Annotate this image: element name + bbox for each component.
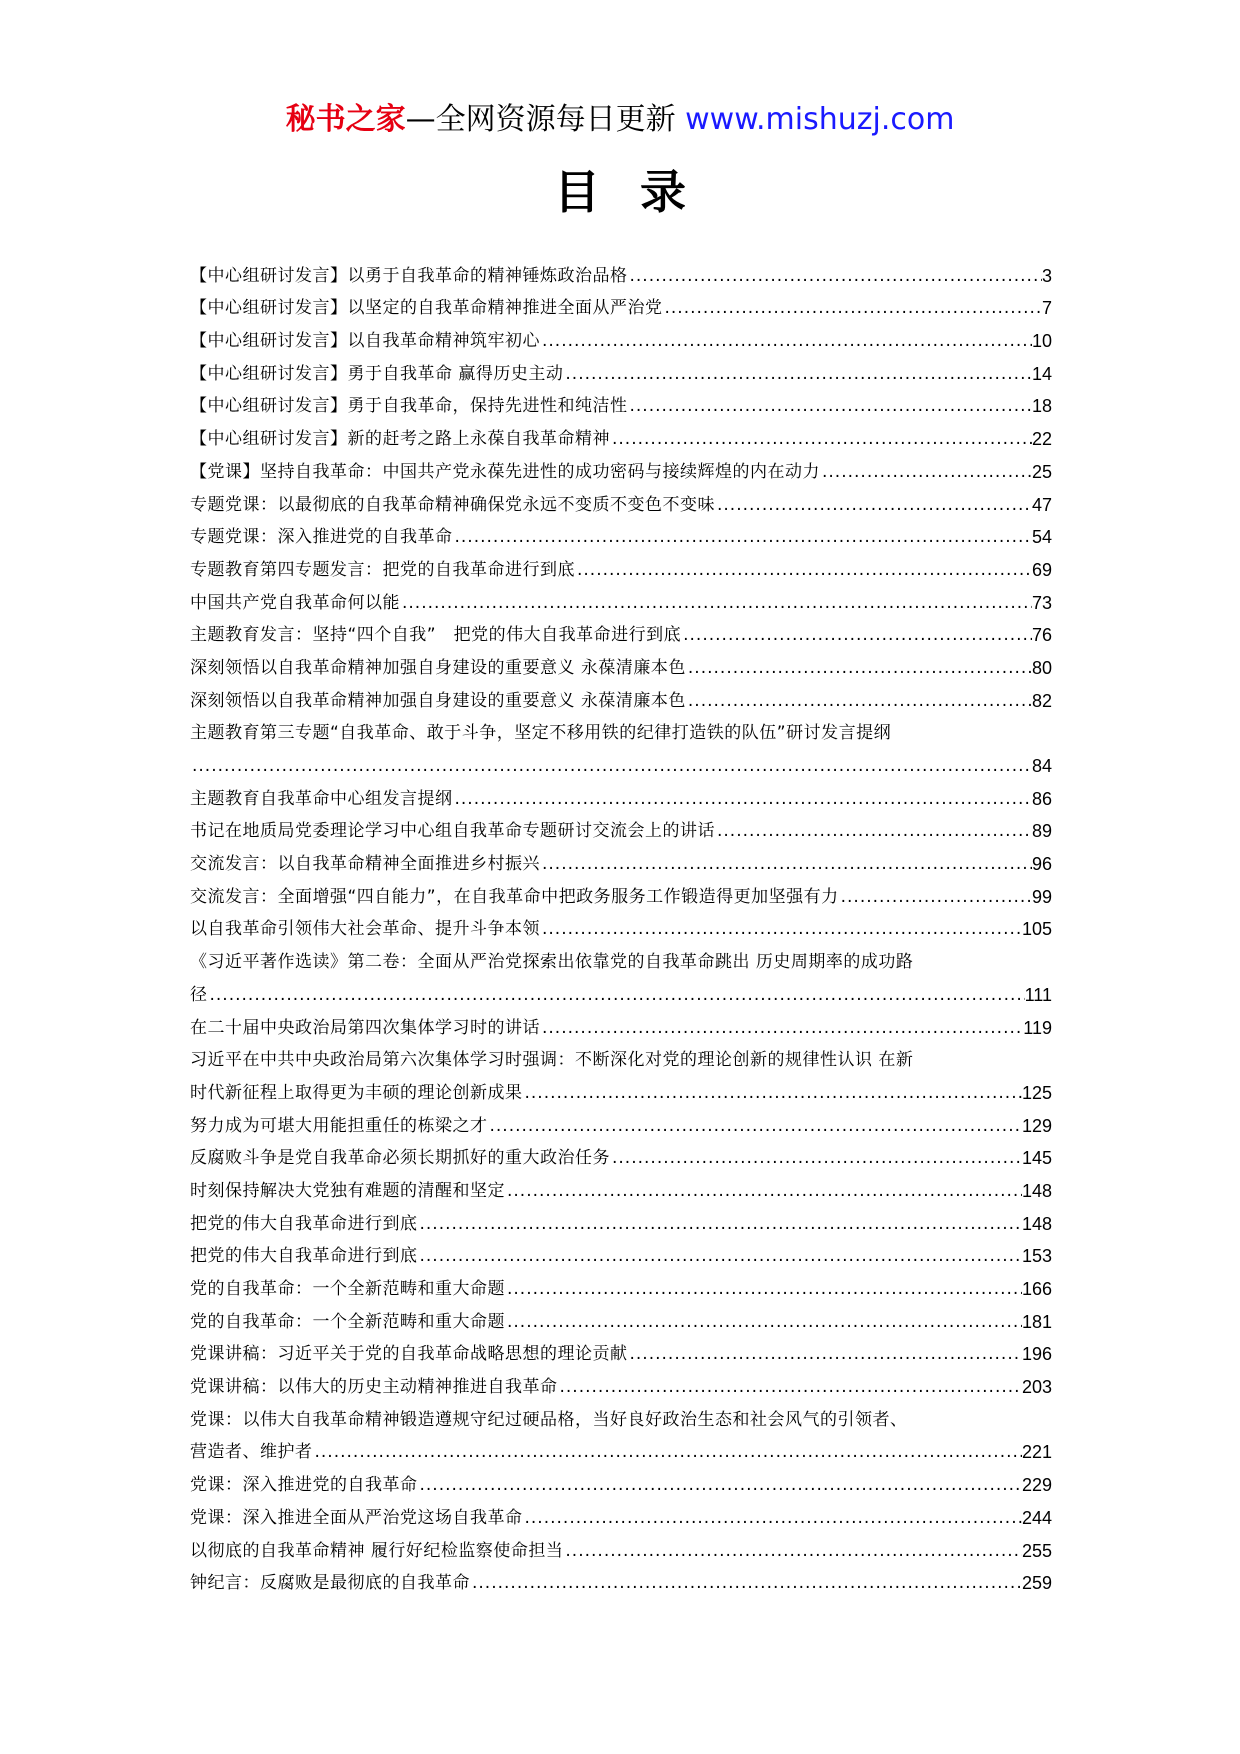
toc-page-number: 181 (1021, 1311, 1052, 1332)
toc-entry-title: 时刻保持解决大党独有难题的清醒和坚定 (190, 1180, 505, 1201)
toc-entry-title: 深刻领悟以自我革命精神加强自身建设的重要意义 永葆清廉本色 (190, 690, 686, 711)
toc-entry-title: 主题教育第三专题“自我革命、敢于斗争，坚定不移用铁的纪律打造铁的队伍”研讨发言提纲 (190, 723, 892, 744)
toc-page-number: 73 (1031, 592, 1052, 613)
toc-entry-title: 以自我革命引领伟大社会革命、提升斗争本领 (190, 919, 540, 940)
toc-page-number: 84 (1031, 756, 1052, 776)
toc-entry-title-continued: 营造者、维护者 (190, 1442, 313, 1463)
toc-entry-title: 主题教育发言：坚持“四个自我” 把党的伟大自我革命进行到底 (190, 625, 682, 646)
brand-name: 秘书之家 (285, 102, 406, 137)
toc-entry-line[interactable] (190, 1072, 1052, 1105)
toc-entry-title: 【中心组研讨发言】勇于自我革命 赢得历史主动 (190, 363, 564, 384)
toc-page-number: 221 (1021, 1442, 1052, 1463)
toc-page-number: 255 (1021, 1540, 1052, 1561)
toc-entry-title: 习近平在中共中央政治局第六次集体学习时强调：不断深化对党的理论创新的规律性认识 在新 (190, 1050, 914, 1071)
toc-entry-title: 【中心组研讨发言】以勇于自我革命的精神锤炼政治品格 (190, 265, 628, 286)
toc-entry-title: 钟纪言：反腐败是最彻底的自我革命 (190, 1573, 470, 1594)
toc-entry[interactable] (190, 255, 1052, 288)
toc-page-number: 86 (1031, 788, 1052, 809)
toc-page-number: 89 (1031, 821, 1052, 842)
toc-entry-title: 把党的伟大自我革命进行到底 (190, 1213, 418, 1234)
toc-entry-title-continued: 时代新征程上取得更为丰硕的理论创新成果 (190, 1082, 523, 1103)
toc-leader-dots (400, 591, 1032, 615)
toc-entry[interactable] (190, 1105, 1052, 1138)
toc-entry[interactable] (190, 1007, 1052, 1040)
toc-page-number: 119 (1023, 1017, 1052, 1038)
toc-leader-dots (681, 623, 1032, 647)
toc-page-number: 10 (1031, 331, 1052, 352)
toc-leader-dots (839, 885, 1032, 909)
toc-entry[interactable] (190, 418, 1052, 451)
toc-page-number: 14 (1031, 363, 1052, 384)
toc-entry[interactable] (190, 1334, 1052, 1367)
toc-entry[interactable] (190, 451, 1052, 484)
toc-leader-dots (540, 917, 1022, 941)
toc-entry[interactable] (190, 1138, 1052, 1171)
toc-entry[interactable] (190, 517, 1052, 550)
toc-entry-title: 党课：深入推进全面从严治党这场自我革命 (190, 1507, 523, 1528)
toc-entry-title: 【中心组研讨发言】以坚定的自我革命精神推进全面从严治党 (190, 298, 663, 319)
toc-entry[interactable] (190, 909, 1052, 942)
toc-leader-dots (190, 754, 1032, 778)
toc-leader-dots (628, 394, 1032, 418)
toc-entry[interactable] (190, 484, 1052, 517)
toc-page-number: 22 (1031, 429, 1052, 450)
toc-entry[interactable] (190, 288, 1052, 321)
toc-entry[interactable] (190, 778, 1052, 811)
toc-entry-title: 反腐败斗争是党自我革命必须长期抓好的重大政治任务 (190, 1148, 610, 1169)
toc-entry-title: 党的自我革命：一个全新范畴和重大命题 (190, 1311, 505, 1332)
toc-leader-dots (715, 493, 1032, 517)
toc-leader-dots (523, 1506, 1022, 1530)
toc-entry[interactable] (190, 1464, 1052, 1497)
toc-entry-title-continued: 径 (190, 984, 208, 1005)
toc-entry-title: 党课讲稿：习近平关于党的自我革命战略思想的理论贡献 (190, 1344, 628, 1365)
toc-leader-dots (686, 656, 1032, 680)
toc-entry[interactable] (190, 582, 1052, 615)
toc-leader-dots (563, 362, 1032, 386)
toc-leader-dots (715, 819, 1032, 843)
toc-leader-dots (628, 1342, 1022, 1366)
toc-leader-dots (820, 460, 1032, 484)
toc-page-number: 76 (1031, 625, 1052, 646)
header-slogan: —全网资源每日更新 (405, 102, 686, 137)
toc-leader-dots (540, 1016, 1023, 1040)
toc-page-number: 203 (1021, 1377, 1052, 1398)
toc-leader-dots (418, 1473, 1022, 1497)
toc-entry-title: 党的自我革命：一个全新范畴和重大命题 (190, 1279, 505, 1299)
toc-page-number: 148 (1021, 1180, 1052, 1201)
toc-entry[interactable] (190, 1366, 1052, 1399)
toc-entry[interactable] (190, 353, 1052, 386)
toc-leader-dots (418, 1212, 1022, 1236)
toc-page-number: 54 (1031, 527, 1052, 548)
toc-page-number: 25 (1031, 461, 1052, 482)
toc-entry[interactable] (190, 1170, 1052, 1203)
toc-page-number: 125 (1021, 1082, 1052, 1103)
toc-leader-dots (610, 1146, 1022, 1170)
toc-page-number: 111 (1024, 984, 1052, 1005)
toc-entry-title: 党课：深入推进党的自我革命 (190, 1475, 418, 1496)
toc-leader-dots (540, 329, 1032, 353)
toc-leader-dots (628, 264, 1042, 288)
toc-page-number: 99 (1031, 886, 1052, 907)
toc-entry[interactable] (190, 1236, 1052, 1269)
toc-entry-title: 努力成为可堪大用能担重任的栋梁之才 (190, 1115, 488, 1136)
toc-entry-title: 党课：以伟大自我革命精神锻造遵规守纪过硬品格，当好良好政治生态和社会风气的引领者、 (190, 1409, 908, 1430)
toc-entry-line[interactable] (190, 1040, 1052, 1073)
toc-leader-dots (313, 1440, 1022, 1464)
toc-entry-title: 专题党课：以最彻底的自我革命精神确保党永远不变质不变色不变味 (190, 494, 715, 515)
toc-entry-title: 深刻领悟以自我革命精神加强自身建设的重要意义 永葆清廉本色 (190, 657, 686, 678)
toc-entry[interactable] (190, 843, 1052, 876)
toc-page-number: 153 (1021, 1246, 1052, 1267)
toc-entry-title: 主题教育自我革命中心组发言提纲 (190, 788, 453, 809)
toc-leader-dots (563, 1539, 1022, 1563)
toc-entry[interactable] (190, 811, 1052, 844)
toc-entry-title: 党课讲稿：以伟大的历史主动精神推进自我革命 (190, 1377, 558, 1398)
toc-entry-title: 【中心组研讨发言】新的赶考之路上永葆自我革命精神 (190, 429, 610, 450)
toc-leader-dots (575, 558, 1032, 582)
toc-leader-dots (505, 1310, 1022, 1334)
toc-entry-line[interactable] (190, 974, 1052, 1007)
toc-leader-dots (418, 1244, 1022, 1268)
toc-entry[interactable] (190, 1530, 1052, 1563)
table-of-contents (190, 255, 1052, 1595)
page-title: 目录 (554, 165, 726, 219)
toc-entry-title: 交流发言：全面增强“四自能力”，在自我革命中把政务服务工作锻造得更加坚强有力 (190, 886, 839, 907)
toc-page-number: 80 (1031, 657, 1052, 678)
toc-leader-dots (505, 1179, 1022, 1203)
toc-entry[interactable] (190, 647, 1052, 680)
toc-page-number: 129 (1021, 1115, 1052, 1136)
toc-page-number: 7 (1041, 298, 1052, 319)
toc-page-number: 145 (1021, 1148, 1052, 1169)
toc-entry[interactable] (190, 549, 1052, 582)
toc-entry[interactable] (190, 1203, 1052, 1236)
toc-leader-dots (540, 852, 1032, 876)
toc-entry[interactable] (190, 320, 1052, 353)
toc-entry-line[interactable] (190, 941, 1052, 974)
site-url-link[interactable]: www.mishuzj.com (685, 102, 955, 137)
toc-page-number: 47 (1031, 494, 1052, 515)
toc-page-number: 3 (1041, 265, 1052, 286)
toc-entry-line[interactable] (190, 745, 1052, 778)
toc-entry[interactable] (190, 1301, 1052, 1334)
toc-page-number: 105 (1021, 919, 1052, 940)
toc-entry-line[interactable] (190, 1399, 1052, 1432)
toc-page-number: 229 (1021, 1475, 1052, 1496)
toc-entry-title: 中国共产党自我革命何以能 (190, 592, 400, 613)
toc-leader-dots (488, 1114, 1022, 1138)
toc-entry-title: 把党的伟大自我革命进行到底 (190, 1246, 418, 1267)
toc-leader-dots (453, 787, 1032, 811)
toc-entry-title: 以彻底的自我革命精神 履行好纪检监察使命担当 (190, 1540, 564, 1561)
toc-entry[interactable] (190, 386, 1052, 419)
toc-entry-title: 交流发言：以自我革命精神全面推进乡村振兴 (190, 854, 540, 875)
toc-page-number: 69 (1031, 559, 1052, 580)
toc-page-number: 18 (1031, 396, 1052, 417)
toc-page-number: 259 (1021, 1573, 1052, 1594)
toc-leader-dots (610, 427, 1032, 451)
toc-page-number: 96 (1031, 854, 1052, 875)
toc-page-number: 82 (1031, 690, 1052, 711)
toc-entry-title: 【党课】坚持自我革命：中国共产党永葆先进性的成功密码与接续辉煌的内在动力 (190, 461, 820, 482)
toc-entry-title: 专题党课：深入推进党的自我革命 (190, 527, 453, 548)
toc-page-number: 148 (1021, 1213, 1052, 1234)
toc-entry[interactable] (190, 615, 1052, 648)
toc-entry-title: 《习近平著作选读》第二卷：全面从严治党探索出依靠党的自我革命跳出 历史周期率的成功路 (190, 952, 914, 973)
toc-entry[interactable] (190, 1563, 1052, 1596)
toc-leader-dots (453, 525, 1032, 549)
toc-entry[interactable] (190, 680, 1052, 713)
toc-entry-title: 【中心组研讨发言】勇于自我革命，保持先进性和纯洁性 (190, 396, 628, 417)
toc-leader-dots (686, 689, 1032, 713)
toc-leader-dots (663, 296, 1042, 320)
toc-entry-line[interactable] (190, 1432, 1052, 1465)
toc-leader-dots (523, 1081, 1022, 1105)
toc-leader-dots (208, 983, 1025, 1007)
toc-leader-dots (558, 1375, 1022, 1399)
toc-entry[interactable] (190, 1268, 1052, 1301)
toc-page-number: 196 (1021, 1344, 1052, 1365)
toc-entry-title: 【中心组研讨发言】以自我革命精神筑牢初心 (190, 331, 540, 352)
toc-page-number: 244 (1021, 1507, 1052, 1528)
toc-entry[interactable] (190, 876, 1052, 909)
toc-entry-line[interactable] (190, 713, 1052, 746)
toc-entry-title: 在二十届中央政治局第四次集体学习时的讲话 (190, 1017, 540, 1038)
toc-leader-dots (505, 1277, 1022, 1301)
toc-leader-dots (470, 1571, 1022, 1595)
toc-entry-title: 专题教育第四专题发言：把党的自我革命进行到底 (190, 559, 575, 580)
toc-entry-title: 书记在地质局党委理论学习中心组自我革命专题研讨交流会上的讲话 (190, 821, 715, 842)
site-header (0, 100, 1240, 140)
toc-page-number: 166 (1021, 1279, 1052, 1299)
toc-entry[interactable] (190, 1497, 1052, 1530)
